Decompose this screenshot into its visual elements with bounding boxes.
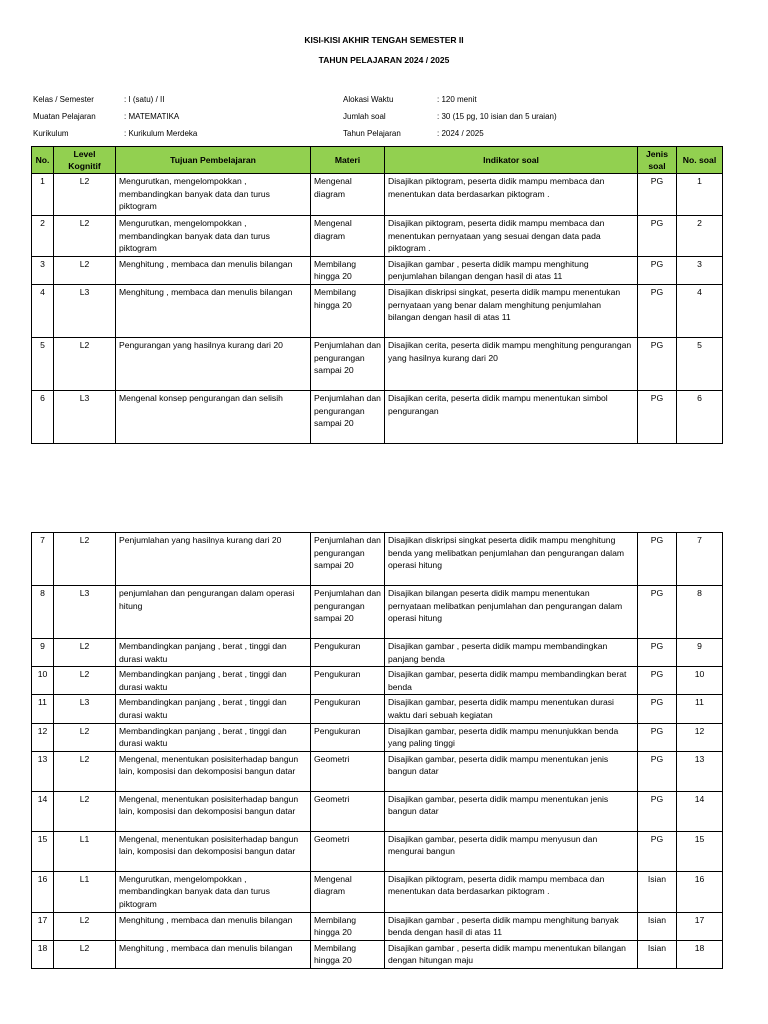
cell-level: L2: [54, 216, 116, 257]
table-row: [32, 791, 723, 831]
table-row: [32, 284, 723, 337]
cell-tujuan: Membandingkan panjang , berat , tinggi dan durasi waktu: [116, 695, 311, 723]
cell-materi: Pengukuran: [311, 695, 385, 723]
info-value-alokasi: : 120 menit: [437, 95, 477, 104]
col-header-nosoal: No. soal: [677, 147, 723, 174]
cell-indikator: Disajikan cerita, peserta didik mampu menentukan simbol pengurangan: [385, 390, 638, 443]
cell-materi: Pengukuran: [311, 639, 385, 667]
cell-indikator: Disajikan bilangan peserta didik mampu menentukan pernyataan melibatkan penjumlahan dan pengurangan dalam operasi hitung: [385, 586, 638, 639]
cell-jenis: PG: [638, 751, 677, 791]
table-row: [32, 940, 723, 968]
cell-jenis: PG: [638, 831, 677, 871]
table-row: [32, 256, 723, 284]
table-row: [32, 639, 723, 667]
cell-materi: Membilang hingga 20: [311, 284, 385, 337]
cell-no: 3: [32, 256, 54, 284]
cell-nosoal: 17: [677, 912, 723, 940]
cell-level: L3: [54, 586, 116, 639]
col-header-indikator: Indikator soal: [385, 147, 638, 174]
cell-nosoal: 15: [677, 831, 723, 871]
cell-materi: Penjumlahan dan pengurangan sampai 20: [311, 337, 385, 390]
info-value-tahun: : 2024 / 2025: [437, 129, 484, 138]
col-header-tujuan: Tujuan Pembelajaran: [116, 147, 311, 174]
cell-nosoal: 8: [677, 586, 723, 639]
col-header-no: No.: [32, 147, 54, 174]
cell-nosoal: 11: [677, 695, 723, 723]
cell-jenis: Isian: [638, 940, 677, 968]
cell-level: L3: [54, 284, 116, 337]
cell-level: L1: [54, 871, 116, 912]
cell-tujuan: Mengenal, menentukan posisiterhadap bangun lain, komposisi dan dekomposisi bangun datar: [116, 791, 311, 831]
cell-level: L2: [54, 912, 116, 940]
cell-level: L2: [54, 174, 116, 216]
cell-no: 8: [32, 586, 54, 639]
table-row: [32, 695, 723, 723]
info-label-kelas: Kelas / Semester: [33, 95, 94, 104]
cell-tujuan: Membandingkan panjang , berat , tinggi dan durasi waktu: [116, 723, 311, 751]
table-header-row: [32, 147, 723, 174]
info-label-muatan: Muatan Pelajaran: [33, 112, 96, 121]
table-row: [32, 586, 723, 639]
cell-materi: Mengenal diagram: [311, 174, 385, 216]
table-row: [32, 912, 723, 940]
table-row: [32, 533, 723, 586]
cell-materi: Pengukuran: [311, 667, 385, 695]
cell-level: L1: [54, 831, 116, 871]
table-row: [32, 723, 723, 751]
document-title: KISI-KISI AKHIR TENGAH SEMESTER II: [304, 35, 464, 45]
table-row: [32, 871, 723, 912]
cell-no: 9: [32, 639, 54, 667]
info-label-kurikulum: Kurikulum: [33, 129, 69, 138]
cell-jenis: PG: [638, 586, 677, 639]
cell-indikator: Disajikan gambar, peserta didik mampu menunjukkan benda yang paling tinggi: [385, 723, 638, 751]
cell-indikator: Disajikan gambar , peserta didik mampu menentukan bilangan dengan hitungan maju: [385, 940, 638, 968]
cell-tujuan: Membandingkan panjang , berat , tinggi dan durasi waktu: [116, 667, 311, 695]
cell-no: 18: [32, 940, 54, 968]
cell-no: 5: [32, 337, 54, 390]
cell-no: 2: [32, 216, 54, 257]
cell-jenis: PG: [638, 695, 677, 723]
cell-jenis: PG: [638, 216, 677, 257]
cell-nosoal: 7: [677, 533, 723, 586]
cell-no: 16: [32, 871, 54, 912]
table-row: [32, 390, 723, 443]
cell-nosoal: 2: [677, 216, 723, 257]
cell-materi: Membilang hingga 20: [311, 256, 385, 284]
cell-nosoal: 1: [677, 174, 723, 216]
cell-level: L3: [54, 695, 116, 723]
info-label-jumlah-soal: Jumlah soal: [343, 112, 386, 121]
info-label-tahun: Tahun Pelajaran: [343, 129, 401, 138]
cell-indikator: Disajikan piktogram, peserta didik mampu membaca dan menentukan pernyataan yang sesuai dengan data pada piktogram .: [385, 216, 638, 257]
cell-materi: Geometri: [311, 751, 385, 791]
table-row: [32, 174, 723, 216]
cell-jenis: PG: [638, 533, 677, 586]
cell-indikator: Disajikan gambar , peserta didik mampu menghitung banyak benda dengan hasil di atas 11: [385, 912, 638, 940]
cell-nosoal: 5: [677, 337, 723, 390]
cell-jenis: PG: [638, 390, 677, 443]
cell-level: L2: [54, 791, 116, 831]
cell-tujuan: Mengurutkan, mengelompokkan , membandingkan banyak data dan turus piktogram: [116, 871, 311, 912]
cell-materi: Membilang hingga 20: [311, 940, 385, 968]
document-subtitle: TAHUN PELAJARAN 2024 / 2025: [318, 55, 450, 65]
cell-nosoal: 9: [677, 639, 723, 667]
cell-tujuan: Mengenal, menentukan posisiterhadap bangun lain, komposisi dan dekomposisi bangun datar: [116, 751, 311, 791]
cell-indikator: Disajikan gambar, peserta didik mampu menentukan jenis bangun datar: [385, 751, 638, 791]
cell-tujuan: Pengurangan yang hasilnya kurang dari 20: [116, 337, 311, 390]
cell-no: 11: [32, 695, 54, 723]
table-row: [32, 751, 723, 791]
cell-no: 1: [32, 174, 54, 216]
cell-indikator: Disajikan gambar, peserta didik mampu menyusun dan mengurai bangun: [385, 831, 638, 871]
cell-tujuan: Membandingkan panjang , berat , tinggi dan durasi waktu: [116, 639, 311, 667]
cell-level: L2: [54, 639, 116, 667]
cell-indikator: Disajikan piktogram, peserta didik mampu membaca dan menentukan data berdasarkan piktogram .: [385, 871, 638, 912]
cell-materi: Penjumlahan dan pengurangan sampai 20: [311, 533, 385, 586]
cell-indikator: Disajikan gambar, peserta didik mampu menentukan durasi waktu dari sebuah kegiatan: [385, 695, 638, 723]
cell-jenis: PG: [638, 639, 677, 667]
cell-tujuan: Menghitung , membaca dan menulis bilangan: [116, 256, 311, 284]
cell-jenis: PG: [638, 337, 677, 390]
cell-nosoal: 16: [677, 871, 723, 912]
cell-materi: Mengenal diagram: [311, 871, 385, 912]
cell-nosoal: 12: [677, 723, 723, 751]
col-header-jenis: Jenis soal: [638, 147, 677, 174]
cell-indikator: Disajikan gambar , peserta didik mampu menghitung penjumlahan bilangan dengan hasil di atas 11: [385, 256, 638, 284]
cell-nosoal: 10: [677, 667, 723, 695]
cell-nosoal: 18: [677, 940, 723, 968]
info-value-jumlah-soal: : 30 (15 pg, 10 isian dan 5 uraian): [437, 112, 557, 121]
cell-level: L2: [54, 940, 116, 968]
cell-jenis: Isian: [638, 912, 677, 940]
cell-no: 4: [32, 284, 54, 337]
cell-materi: Membilang hingga 20: [311, 912, 385, 940]
cell-jenis: PG: [638, 174, 677, 216]
cell-level: L2: [54, 751, 116, 791]
cell-no: 13: [32, 751, 54, 791]
cell-jenis: Isian: [638, 871, 677, 912]
table-row: [32, 667, 723, 695]
cell-materi: Penjumlahan dan pengurangan sampai 20: [311, 586, 385, 639]
info-value-kelas: : I (satu) / II: [124, 95, 165, 104]
cell-nosoal: 14: [677, 791, 723, 831]
cell-materi: Mengenal diagram: [311, 216, 385, 257]
cell-nosoal: 3: [677, 256, 723, 284]
cell-no: 6: [32, 390, 54, 443]
cell-indikator: Disajikan diskripsi singkat peserta didik mampu menghitung benda yang melibatkan penjumlahan dan pengurangan dalam operasi hitung: [385, 533, 638, 586]
cell-jenis: PG: [638, 256, 677, 284]
cell-nosoal: 6: [677, 390, 723, 443]
cell-level: L2: [54, 337, 116, 390]
cell-tujuan: Penjumlahan yang hasilnya kurang dari 20: [116, 533, 311, 586]
cell-tujuan: Menghitung , membaca dan menulis bilangan: [116, 940, 311, 968]
cell-no: 12: [32, 723, 54, 751]
info-value-kurikulum: : Kurikulum Merdeka: [124, 129, 198, 138]
cell-no: 7: [32, 533, 54, 586]
cell-indikator: Disajikan cerita, peserta didik mampu menghitung pengurangan yang hasilnya kurang dari 20: [385, 337, 638, 390]
info-value-muatan: : MATEMATIKA: [124, 112, 180, 121]
cell-indikator: Disajikan gambar, peserta didik mampu membandingkan berat benda: [385, 667, 638, 695]
cell-indikator: Disajikan diskripsi singkat, peserta didik mampu menentukan pernyataan yang benar dalam menghitung penjumlahan bilangan dengan hasil di atas 11: [385, 284, 638, 337]
cell-jenis: PG: [638, 284, 677, 337]
cell-level: L2: [54, 667, 116, 695]
cell-indikator: Disajikan gambar , peserta didik mampu membandingkan panjang benda: [385, 639, 638, 667]
cell-tujuan: penjumlahan dan pengurangan dalam operasi hitung: [116, 586, 311, 639]
cell-indikator: Disajikan gambar, peserta didik mampu menentukan jenis bangun datar: [385, 791, 638, 831]
cell-tujuan: Mengurutkan, mengelompokkan , membandingkan banyak data dan turus piktogram: [116, 216, 311, 257]
cell-level: L3: [54, 390, 116, 443]
cell-materi: Geometri: [311, 791, 385, 831]
cell-indikator: Disajikan piktogram, peserta didik mampu membaca dan menentukan data berdasarkan piktogram .: [385, 174, 638, 216]
info-label-alokasi: Alokasi Waktu: [343, 95, 394, 104]
cell-jenis: PG: [638, 723, 677, 751]
kisi-table-part2: [31, 532, 723, 969]
kisi-table-part1: [31, 146, 723, 444]
cell-tujuan: Mengurutkan, mengelompokkan , membandingkan banyak data dan turus piktogram: [116, 174, 311, 216]
table-row: [32, 337, 723, 390]
cell-level: L2: [54, 723, 116, 751]
cell-tujuan: Mengenal, menentukan posisiterhadap bangun lain, komposisi dan dekomposisi bangun datar: [116, 831, 311, 871]
cell-no: 14: [32, 791, 54, 831]
col-header-level: Level Kognitif: [54, 147, 116, 174]
cell-tujuan: Menghitung , membaca dan menulis bilangan: [116, 912, 311, 940]
cell-nosoal: 13: [677, 751, 723, 791]
cell-no: 10: [32, 667, 54, 695]
cell-tujuan: Menghitung , membaca dan menulis bilangan: [116, 284, 311, 337]
cell-jenis: PG: [638, 791, 677, 831]
cell-nosoal: 4: [677, 284, 723, 337]
cell-materi: Penjumlahan dan pengurangan sampai 20: [311, 390, 385, 443]
cell-no: 17: [32, 912, 54, 940]
cell-level: L2: [54, 533, 116, 586]
table-row: [32, 216, 723, 257]
table-row: [32, 831, 723, 871]
cell-materi: Pengukuran: [311, 723, 385, 751]
cell-tujuan: Mengenal konsep pengurangan dan selisih: [116, 390, 311, 443]
cell-materi: Geometri: [311, 831, 385, 871]
col-header-materi: Materi: [311, 147, 385, 174]
cell-level: L2: [54, 256, 116, 284]
cell-jenis: PG: [638, 667, 677, 695]
cell-no: 15: [32, 831, 54, 871]
